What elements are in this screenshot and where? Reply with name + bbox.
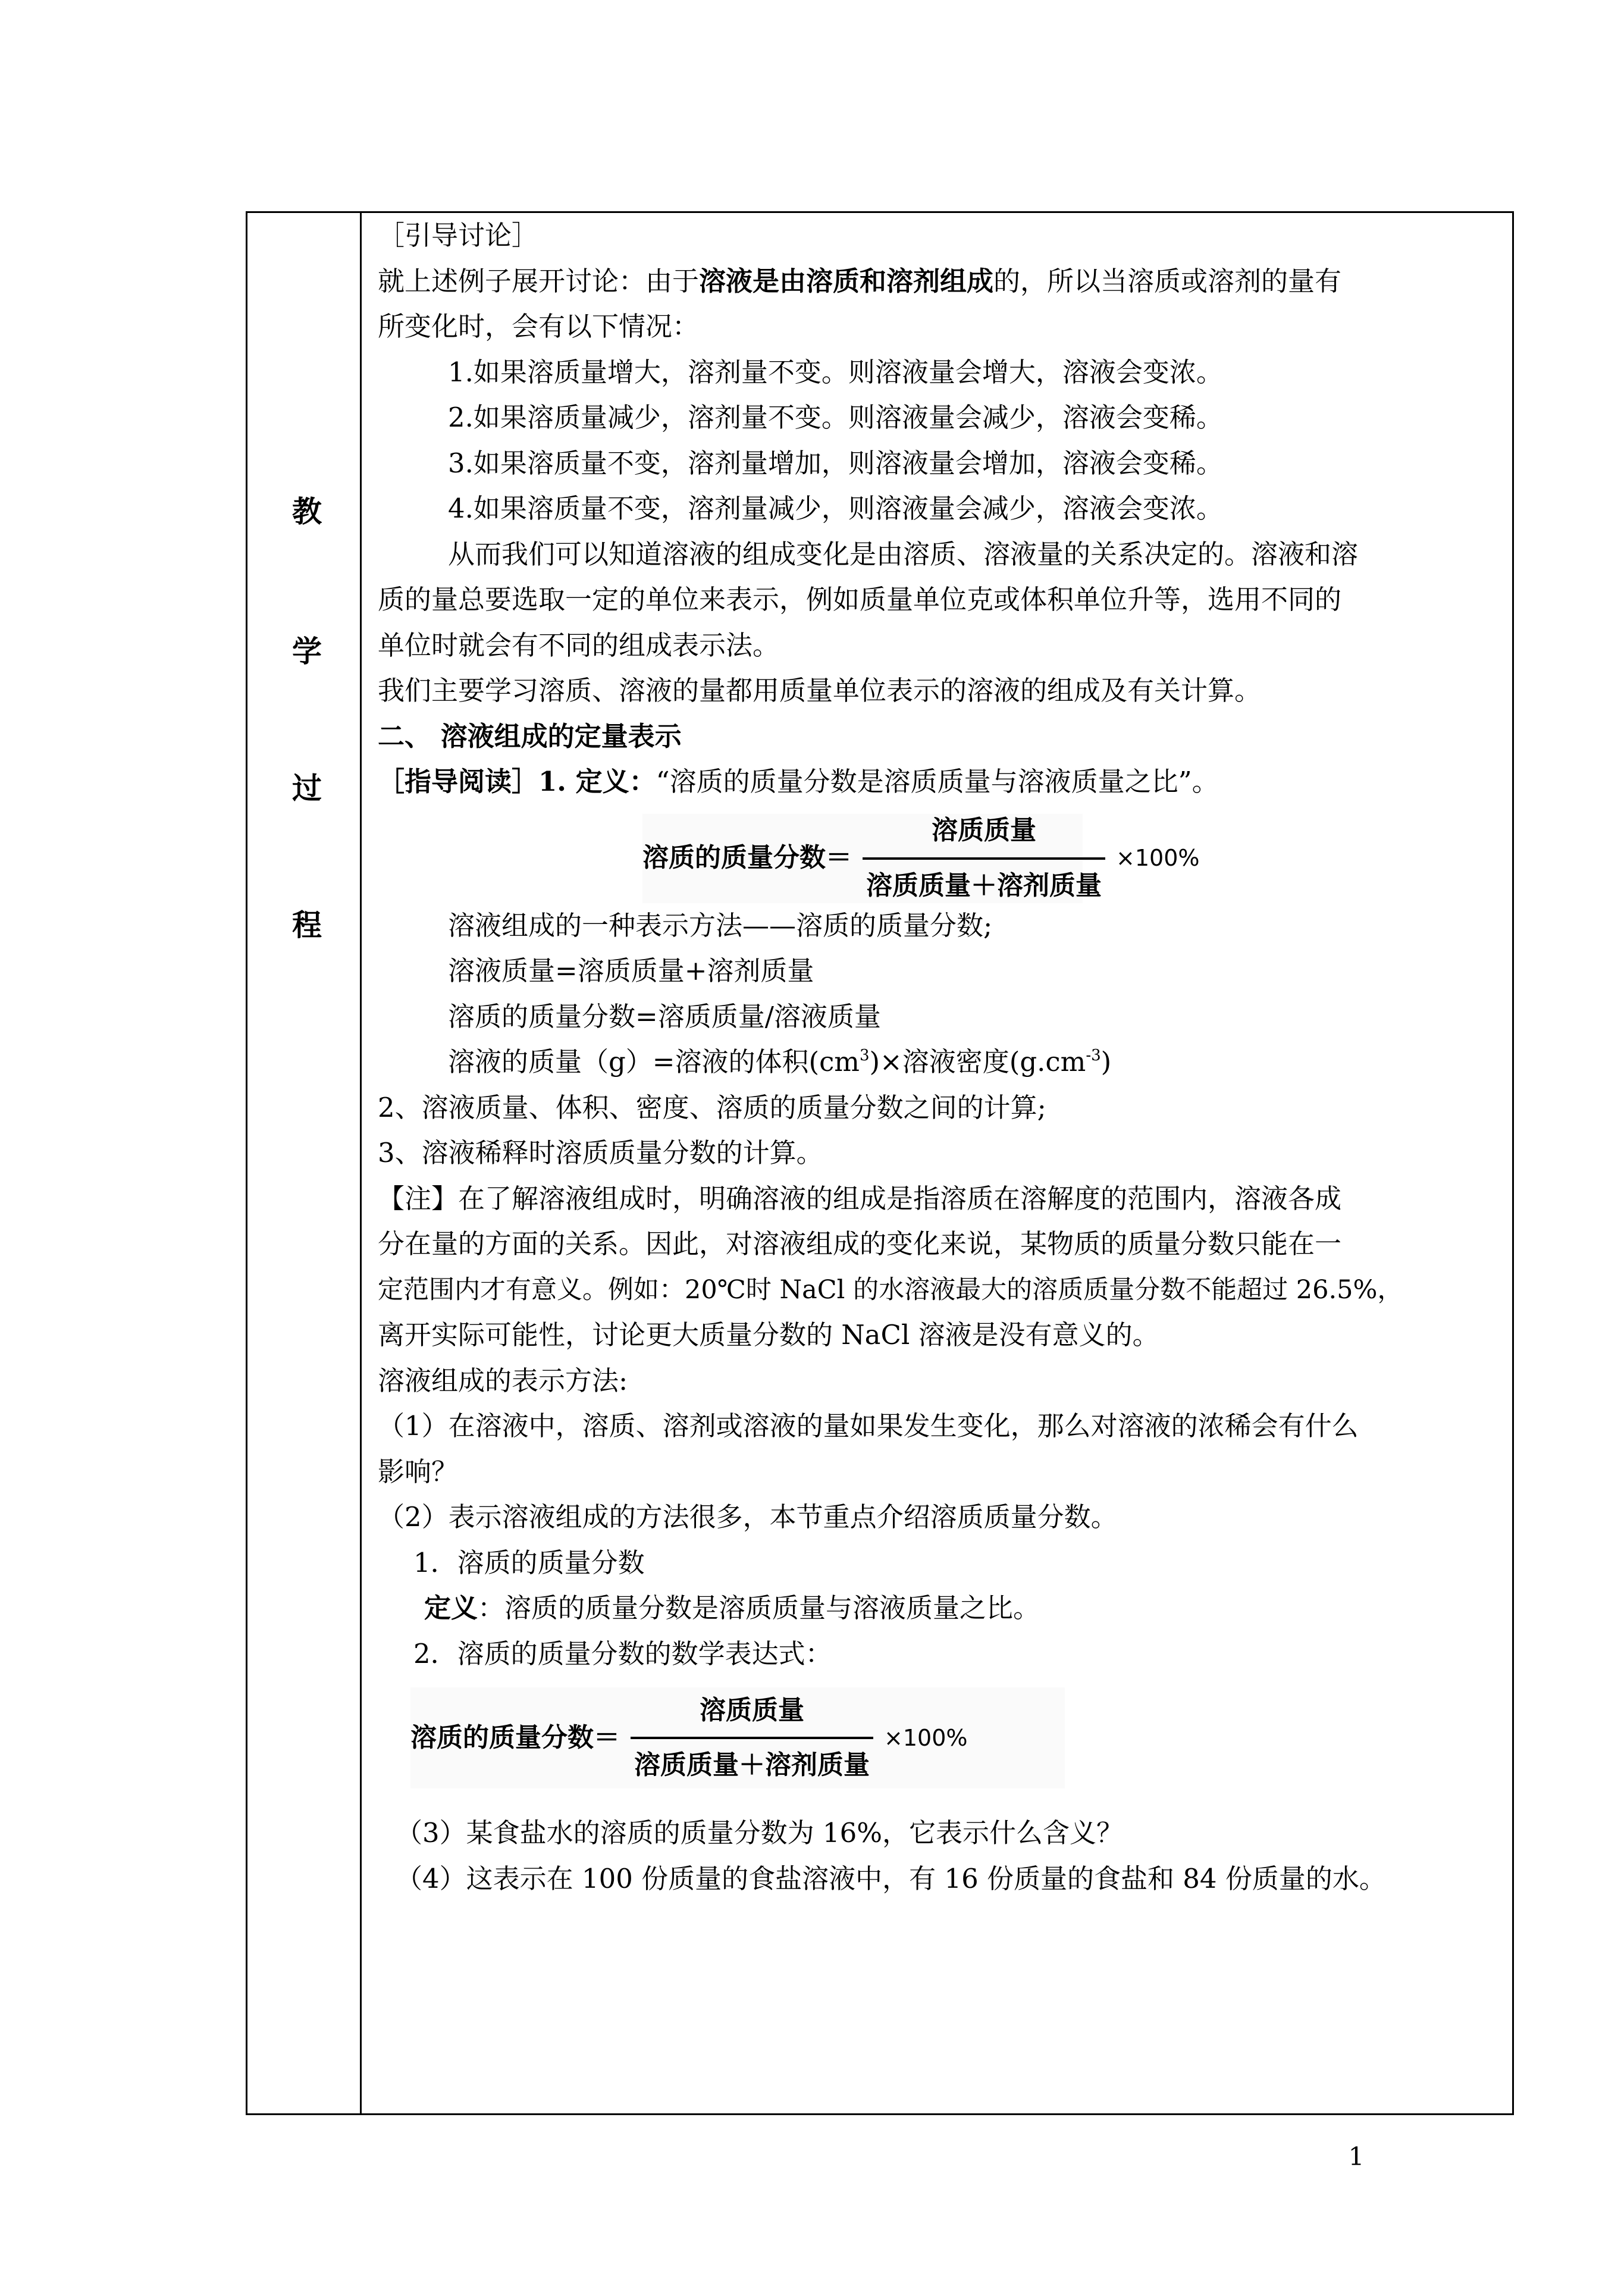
section-heading-2: 二、 溶液组成的定量表示 — [378, 720, 682, 752]
page-number: 1 — [1348, 2142, 1365, 2171]
paragraph-line: 就上述例子展开讨论：由于溶液是由溶质和溶剂组成的，所以当溶质或溶剂的量有 — [378, 265, 1342, 297]
numbered-line: 2、溶液质量、体积、密度、溶质的质量分数之间的计算; — [378, 1091, 1046, 1123]
method-line: 溶液的质量（g）=溶液的体积$(cm^3)\times$溶液密度$(g.cm^{-3})$ — [448, 1046, 1112, 1077]
side-label-char-3: 过 — [292, 771, 322, 806]
note-line: 分在量的方面的关系。因此，对溶液组成的变化来说，某物质的质量分数只能在一 — [378, 1228, 1342, 1260]
subsection-line: 1．溶质的质量分数 — [413, 1546, 645, 1578]
lesson-content — [378, 213, 1505, 1902]
note-line: 定范围内才有意义。例如：20℃时 NaCl 的水溶液最大的溶质质量分数不能超过 26.5%， — [378, 1274, 1403, 1305]
side-label-char-2: 学 — [292, 634, 322, 669]
formula-image-2 — [378, 1677, 1505, 1811]
question-line: 影响？ — [378, 1455, 459, 1487]
column-divider — [360, 211, 362, 2115]
method-line: 溶液组成的一种表示方法——溶质的质量分数; — [448, 909, 993, 941]
paragraph-line: 质的量总要选取一定的单位来表示，例如质量单位克或体积单位升等，选用不同的 — [378, 584, 1342, 615]
subsection-line: 2．溶质的质量分数的数学表达式： — [413, 1637, 832, 1669]
definition-line: ［指导阅读］1. 定义：“溶质的质量分数是溶质质量与溶液质量之比”。 — [378, 766, 1219, 797]
note-line: 【注】在了解溶液组成时，明确溶液的组成是指溶质在溶解度的范围内，溶液各成 — [378, 1182, 1342, 1214]
question-line: （3）某食盐水的溶质的质量分数为 16%，它表示什么含义？ — [396, 1817, 1123, 1849]
formula-rhs: ×100% — [1116, 845, 1200, 872]
formula-numerator: 溶质质量 — [700, 1694, 804, 1725]
paragraph-line: 我们主要学习溶质、溶液的量都用质量单位表示的溶液的组成及有关计算。 — [378, 675, 1262, 706]
case-item-4: 4.如果溶质量不变，溶剂量减少，则溶液量会减少，溶液会变浓。 — [448, 493, 1223, 524]
formula-denominator: 溶质质量＋溶剂质量 — [634, 1750, 870, 1780]
fraction-bar — [631, 1737, 873, 1739]
paragraph-line: 单位时就会有不同的组成表示法。 — [378, 629, 780, 661]
numbered-line: 3、溶液稀释时溶质质量分数的计算。 — [378, 1137, 823, 1169]
heading-guided-discussion: ［引导讨论］ — [378, 220, 539, 251]
side-label-char-1: 教 — [292, 494, 322, 529]
method-line: 溶液质量=溶质质量+溶剂质量 — [448, 955, 814, 986]
question-line: （2）表示溶液组成的方法很多，本节重点介绍溶质质量分数。 — [378, 1501, 1118, 1533]
formula-numerator: 溶质质量 — [932, 815, 1036, 845]
side-label-char-4: 程 — [292, 908, 322, 942]
formula-denominator: 溶质质量＋溶剂质量 — [866, 870, 1102, 901]
case-item-1: 1.如果溶质量增大，溶剂量不变。则溶液量会增大，溶液会变浓。 — [448, 356, 1223, 388]
fraction-bar — [863, 857, 1105, 860]
formula-fraction — [863, 808, 1105, 909]
formula-fraction — [631, 1688, 873, 1788]
note-line: 离开实际可能性，讨论更大质量分数的 NaCl 溶液是没有意义的。 — [378, 1319, 1159, 1351]
case-item-3: 3.如果溶质量不变，溶剂量增加，则溶液量会增加，溶液会变稀。 — [448, 447, 1223, 479]
paragraph-line: 溶液组成的表示方法: — [378, 1364, 628, 1396]
paragraph-line: 所变化时，会有以下情况： — [378, 311, 700, 342]
case-item-2: 2.如果溶质量减少，溶剂量不变。则溶液量会减少，溶液会变稀。 — [448, 402, 1223, 433]
method-line: 溶质的质量分数=溶质质量/溶液质量 — [448, 1000, 881, 1032]
formula-rhs: ×100% — [884, 1724, 968, 1751]
formula-lhs: 溶质的质量分数＝ — [642, 842, 852, 873]
question-line: （1）在溶液中，溶质、溶剂或溶液的量如果发生变化，那么对溶液的浓稀会有什么 — [378, 1410, 1359, 1442]
question-line: （4）这表示在 100 份质量的食盐溶液中，有 16 份质量的食盐和 84 份质量的水。 — [396, 1862, 1386, 1894]
formula-lhs: 溶质的质量分数＝ — [410, 1722, 620, 1753]
formula-image-1 — [378, 805, 1505, 903]
definition-line: 定义：溶质的质量分数是溶质质量与溶液质量之比。 — [424, 1592, 1040, 1624]
paragraph-line: 从而我们可以知道溶液的组成变化是由溶质、溶液量的关系决定的。溶液和溶 — [448, 538, 1359, 570]
